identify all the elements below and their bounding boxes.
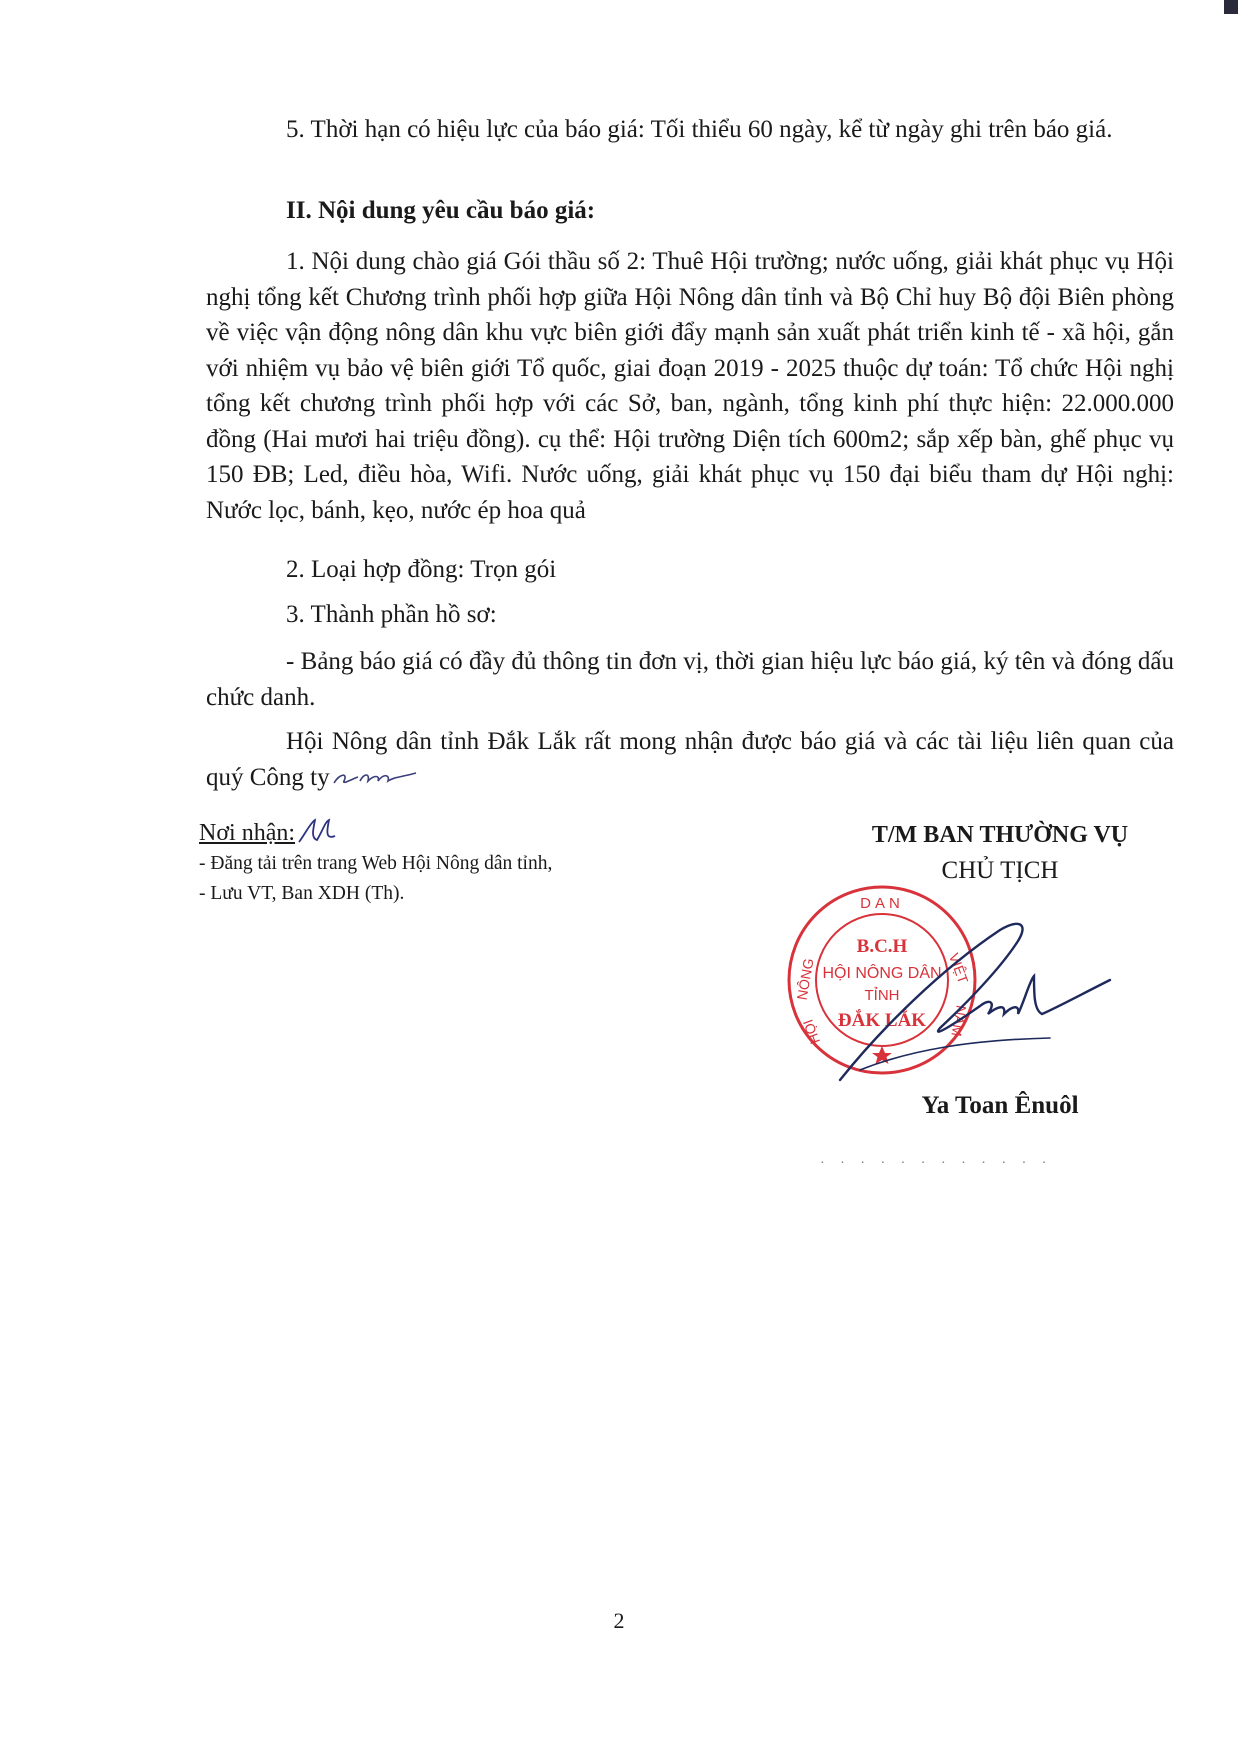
closing-paragraph	[206, 724, 1174, 795]
seal-line-4: ĐẮK LẮK	[837, 1010, 927, 1031]
section-2-item-3: 3. Thành phần hồ sơ:	[286, 601, 497, 628]
section-2-item-2: 2. Loại hợp đồng: Trọn gói	[286, 556, 557, 583]
svg-text:NAM: NAM	[948, 1004, 970, 1038]
recipients-title	[199, 816, 339, 847]
page-number: 2	[613, 1608, 625, 1633]
section-5-validity: 5. Thời hạn có hiệu lực của báo giá: Tối thiểu 60 ngày, kể từ ngày ghi trên báo giá.	[286, 116, 1113, 143]
seal-line-1: B.C.H	[856, 936, 908, 957]
seal-line-2: HỘI NÔNG DÂN	[822, 965, 942, 982]
signature-organization: T/M BAN THƯỜNG VỤ	[871, 822, 1129, 848]
svg-text:VIỆT: VIỆT	[945, 950, 972, 986]
svg-text:DAN: DAN	[860, 895, 904, 912]
handwritten-signature	[820, 910, 1120, 1100]
section-2-item-3-detail: - Bảng báo giá có đầy đủ thông tin đơn vị, thời gian hiệu lực báo giá, ký tên và đóng dấu chức danh.	[206, 648, 1174, 711]
scan-edge-mark	[1224, 0, 1238, 14]
closing-text: Hội Nông dân tỉnh Đắk Lắk rất mong nhận được báo giá và các tài liệu liên quan của quý Công ty	[206, 728, 1174, 791]
svg-text:HỘI: HỘI	[799, 1017, 824, 1047]
signature-title: CHỦ TỊCH	[941, 857, 1059, 884]
signer-name: Ya Toan Ênuôl	[921, 1092, 1079, 1119]
recipients-title-text: Nơi nhận:	[199, 820, 296, 846]
recipient-line: - Lưu VT, Ban XDH (Th).	[199, 883, 405, 904]
seal-line-3: TỈNH	[864, 987, 900, 1004]
handwritten-initials-2	[295, 816, 339, 846]
recipient-line: - Đăng tải trên trang Web Hội Nông dân tỉnh,	[199, 853, 553, 874]
section-2-heading: II. Nội dung yêu cầu báo giá:	[286, 197, 596, 224]
handwritten-initials	[330, 767, 418, 789]
section-2-item-1: 1. Nội dung chào giá Gói thầu số 2: Thuê Hội trường; nước uống, giải khát phục vụ Hội nghị tổng kết Chương trình phối hợp giữa Hội Nông dân tỉnh và Bộ Chỉ huy Bộ đội Biên phòng về việc vận động nông dân khu vực biên giới đẩy mạnh sản xuất phát triển kinh tế - xã hội, gắn với nhiệm vụ bảo vệ biên giới Tổ quốc, giai đoạn 2019 - 2025 thuộc dự toán: Tổ chức Hội nghị tổng kết chương trình phối hợp với các Sở, ban, ngành, tổng kinh phí thực hiện: 22.000.000 đồng (Hai mươi hai triệu đồng). cụ thể: Hội trường Diện tích 600m2; sắp xếp bàn, ghế phục vụ 150 ĐB; Led, điều hòa, Wifi. Nước uống, giải khát phục vụ 150 đại biểu tham dự Hội nghị: Nước lọc, bánh, kẹo, nước ép hoa quả	[206, 248, 1174, 524]
svg-text:NÔNG: NÔNG	[793, 957, 817, 1002]
scan-noise: · · · · · · · · · · · ·	[820, 1156, 1053, 1171]
